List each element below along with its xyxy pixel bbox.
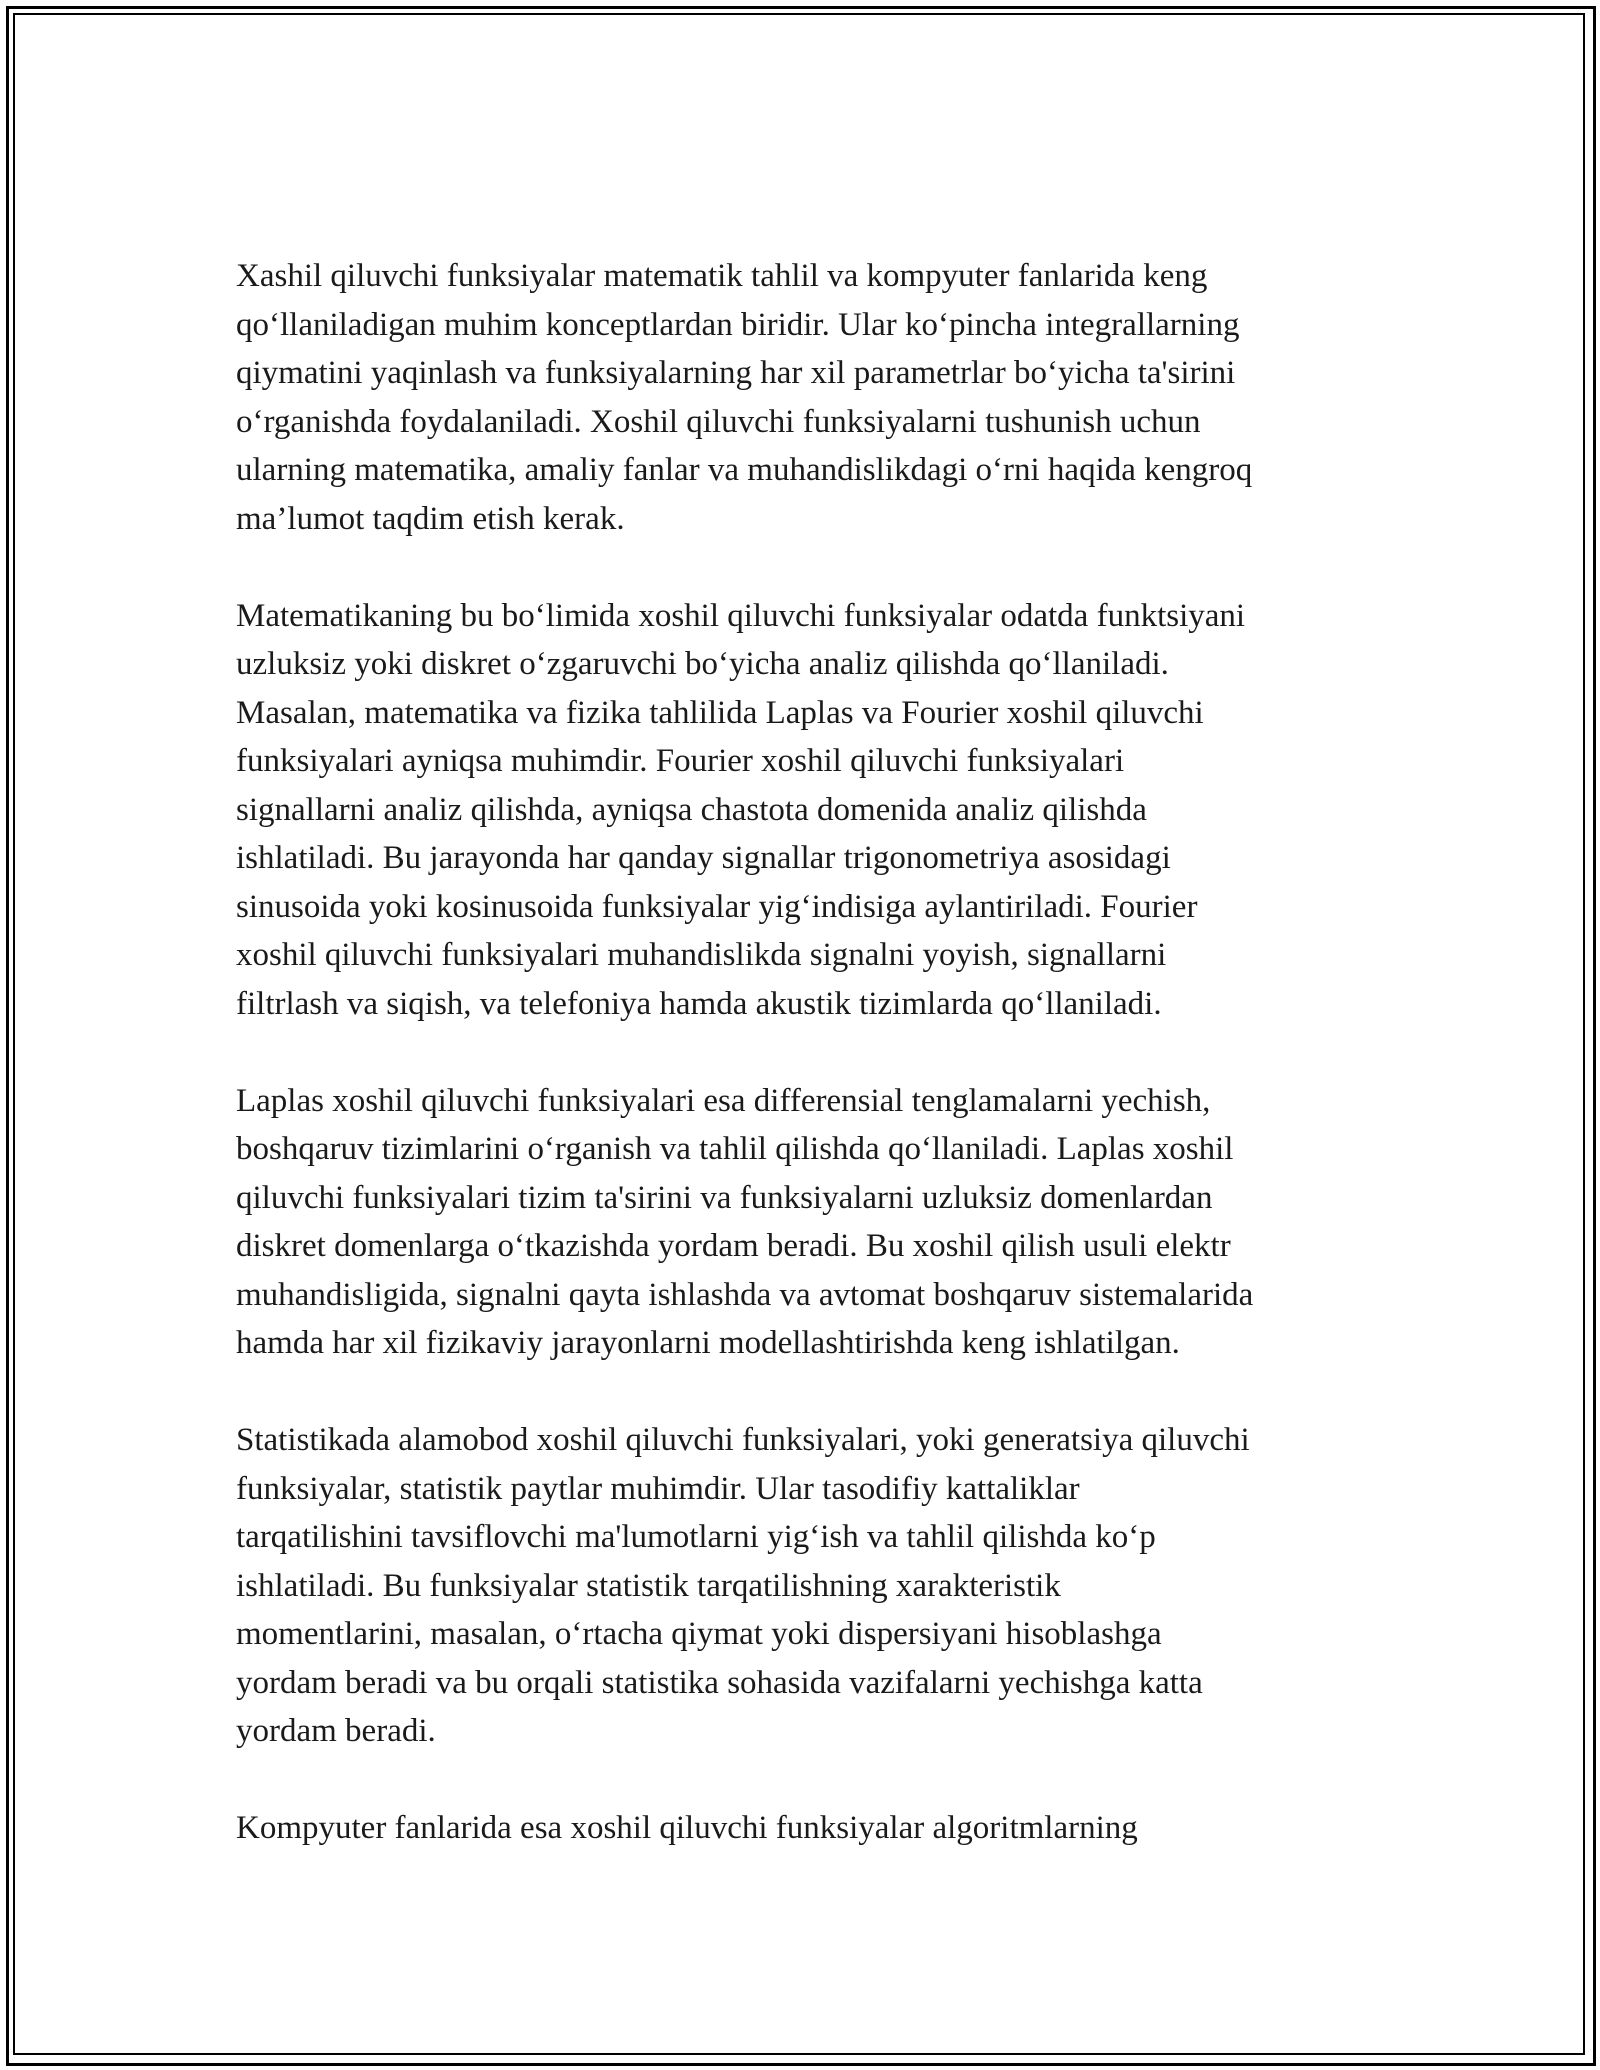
- paragraph-statistics: Statistikada alamobod xoshil qiluvchi funksiyalari, yoki generatsiya qiluvchi funksiyalar, statistik paytlar muhimdir. Ular tasodifiy kattaliklar tarqatilishini tavsiflovchi ma'lumotlarni yig‘ish va tahlil qilishda ko‘p ishlatiladi. Bu funksiyalar statistik tarqatilishning xarakteristik momentlarini, masalan, o‘rtacha qiymat yoki dispersiyani hisoblashga yordam beradi va bu orqali statistika sohasida vazifalarni yechishga katta yordam beradi.: [236, 1422, 1250, 1749]
- paragraph-intro: Xashil qiluvchi funksiyalar matematik tahlil va kompyuter fanlarida keng qo‘llaniladigan muhim konceptlardan biridir. Ular ko‘pincha integrallarning qiymatini yaqinlash va funksiyalarning har xil parametrlar bo‘yicha ta'sirini o‘rganishda foydalaniladi. Xoshil qiluvchi funksiyalarni tushunish uchun ularning matematika, amaliy fanlar va muhandislikdagi o‘rni haqida kengroq ma’lumot taqdim etish kerak.: [236, 258, 1253, 537]
- document-body: [236, 252, 1386, 1853]
- paragraph-computer-science: Kompyuter fanlarida esa xoshil qiluvchi funksiyalar algoritmlarning: [236, 1810, 1138, 1846]
- paragraph-laplace: Laplas xoshil qiluvchi funksiyalari esa differensial tenglamalarni yechish, boshqaruv tizimlarini o‘rganish va tahlil qilishda qo‘llaniladi. Laplas xoshil qiluvchi funksiyalari tizim ta'sirini va funksiyalarni uzluksiz domenlardan diskret domenlarga o‘tkazishda yordam beradi. Bu xoshil qilish usuli elektr muhandisligida, signalni qayta ishlashda va avtomat boshqaruv sistemalarida hamda har xil fizikaviy jarayonlarni modellashtirishda keng ishlatilgan.: [236, 1082, 1254, 1361]
- paragraph-fourier: Matematikaning bu bo‘limida xoshil qiluvchi funksiyalar odatda funktsiyani uzluksiz yoki diskret o‘zgaruvchi bo‘yicha analiz qilishda qo‘llaniladi. Masalan, matematika va fizika tahlilida Laplas va Fourier xoshil qiluvchi funksiyalari ayniqsa muhimdir. Fourier xoshil qiluvchi funksiyalari signallarni analiz qilishda, ayniqsa chastota domenida analiz qilishda ishlatiladi. Bu jarayonda har qanday signallar trigonometriya asosidagi sinusoida yoki kosinusoida funksiyalar yig‘indisiga aylantiriladi. Fourier xoshil qiluvchi funksiyalari muhandislikda signalni yoyish, signallarni filtrlash va siqish, va telefoniya hamda akustik tizimlarda qo‘llaniladi.: [236, 597, 1246, 1022]
